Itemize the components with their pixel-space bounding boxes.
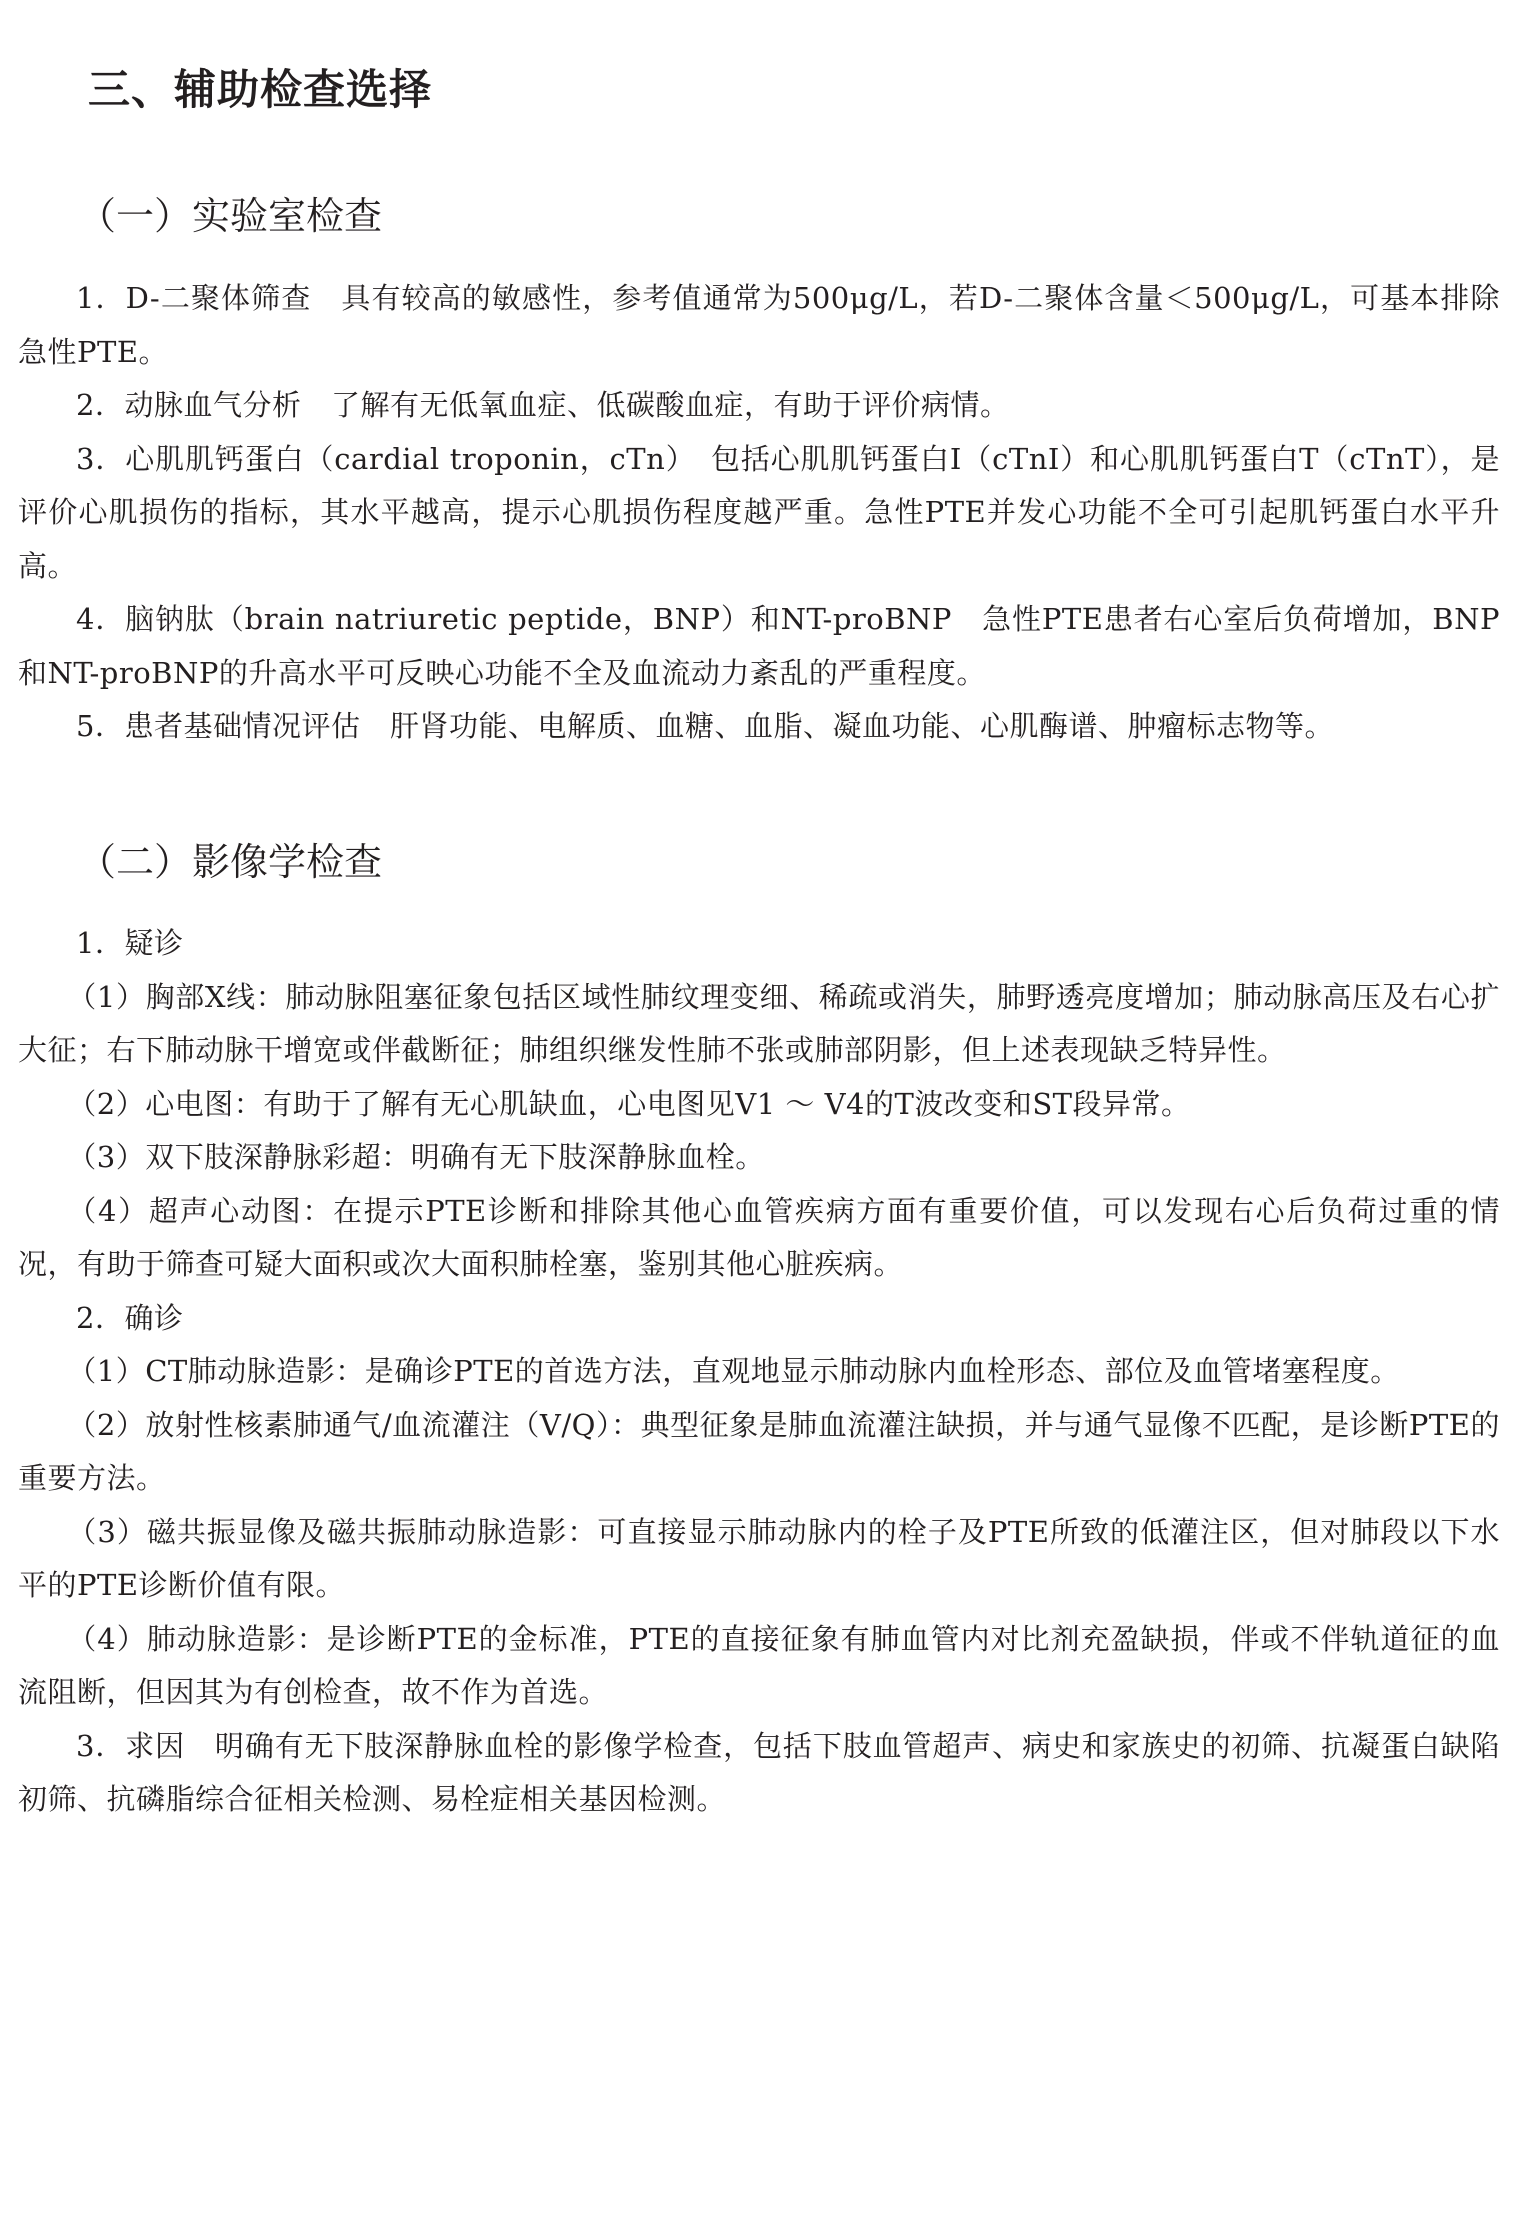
paragraph: （3）双下肢深静脉彩超：明确有无下肢深静脉血栓。 [67,1140,765,1174]
section-imaging-body [18,917,1500,1827]
paragraph: （2）放射性核素肺通气/血流灌注（V/Q）：典型征象是肺血流灌注缺损，并与通气显像不匹配，是诊断PTE的重要方法。 [18,1407,1500,1495]
paragraph: 5．患者基础情况评估 肝肾功能、电解质、血糖、血脂、凝血功能、心肌酶谱、肿瘤标志物等。 [76,709,1334,743]
paragraph: 2．确诊 [76,1300,184,1335]
paragraph: （3）磁共振显像及磁共振肺动脉造影：可直接显示肺动脉内的栓子及PTE所致的低灌注区，但对肺段以下水平的PTE诊断价值有限。 [18,1514,1500,1602]
section-lab-body [18,272,1500,754]
paragraph: 4．脑钠肽（brain natriuretic peptide，BNP）和NT-proBNP 急性PTE患者右心室后负荷增加，BNP和NT-proBNP的升高水平可反映心功能不全及血流动力紊乱的严重程度。 [18,602,1500,690]
paragraph: 1．疑诊 [76,926,184,960]
section-title-lab: （一）实验室检查 [78,194,383,238]
paragraph: （4）肺动脉造影：是诊断PTE的金标准，PTE的直接征象有肺血管内对比剂充盈缺损，伴或不伴轨道征的血流阻断，但因其为有创检查，故不作为首选。 [18,1621,1500,1709]
paragraph: 1．D-二聚体筛查 具有较高的敏感性，参考值通常为500μg/L，若D-二聚体含量＜500μg/L，可基本排除急性PTE。 [18,281,1500,369]
main-heading: 三、辅助检查选择 [88,65,433,114]
paragraph: （1）胸部X线：肺动脉阻塞征象包括区域性肺纹理变细、稀疏或消失，肺野透亮度增加；肺动脉高压及右心扩大征；右下肺动脉干增宽或伴截断征；肺组织继发性肺不张或肺部阴影，但上述表现缺乏特异性。 [18,979,1500,1067]
paragraph: （4）超声心动图：在提示PTE诊断和排除其他心血管疾病方面有重要价值，可以发现右心后负荷过重的情况，有助于筛查可疑大面积或次大面积肺栓塞，鉴别其他心脏疾病。 [18,1193,1500,1281]
paragraph: 3．心肌肌钙蛋白（cardial troponin，cTn） 包括心肌肌钙蛋白Ⅰ（cTnI）和心肌肌钙蛋白T（cTnT），是评价心肌损伤的指标，其水平越高，提示心肌损伤程度越严重。急性PTE并发心功能不全可引起肌钙蛋白水平升高。 [18,441,1500,583]
section-title-imaging: （二）影像学检查 [78,840,383,884]
paragraph: 3．求因 明确有无下肢深静脉血栓的影像学检查，包括下肢血管超声、病史和家族史的初筛、抗凝蛋白缺陷初筛、抗磷脂综合征相关检测、易栓症相关基因检测。 [18,1728,1500,1816]
paragraph: 2．动脉血气分析 了解有无低氧血症、低碳酸血症，有助于评价病情。 [76,388,1010,422]
paragraph: （1）CT肺动脉造影：是确诊PTE的首选方法，直观地显示肺动脉内血栓形态、部位及血管堵塞程度。 [67,1354,1400,1388]
paragraph: （2）心电图：有助于了解有无心肌缺血，心电图见V1 ～ V4的T波改变和ST段异常。 [67,1086,1191,1121]
